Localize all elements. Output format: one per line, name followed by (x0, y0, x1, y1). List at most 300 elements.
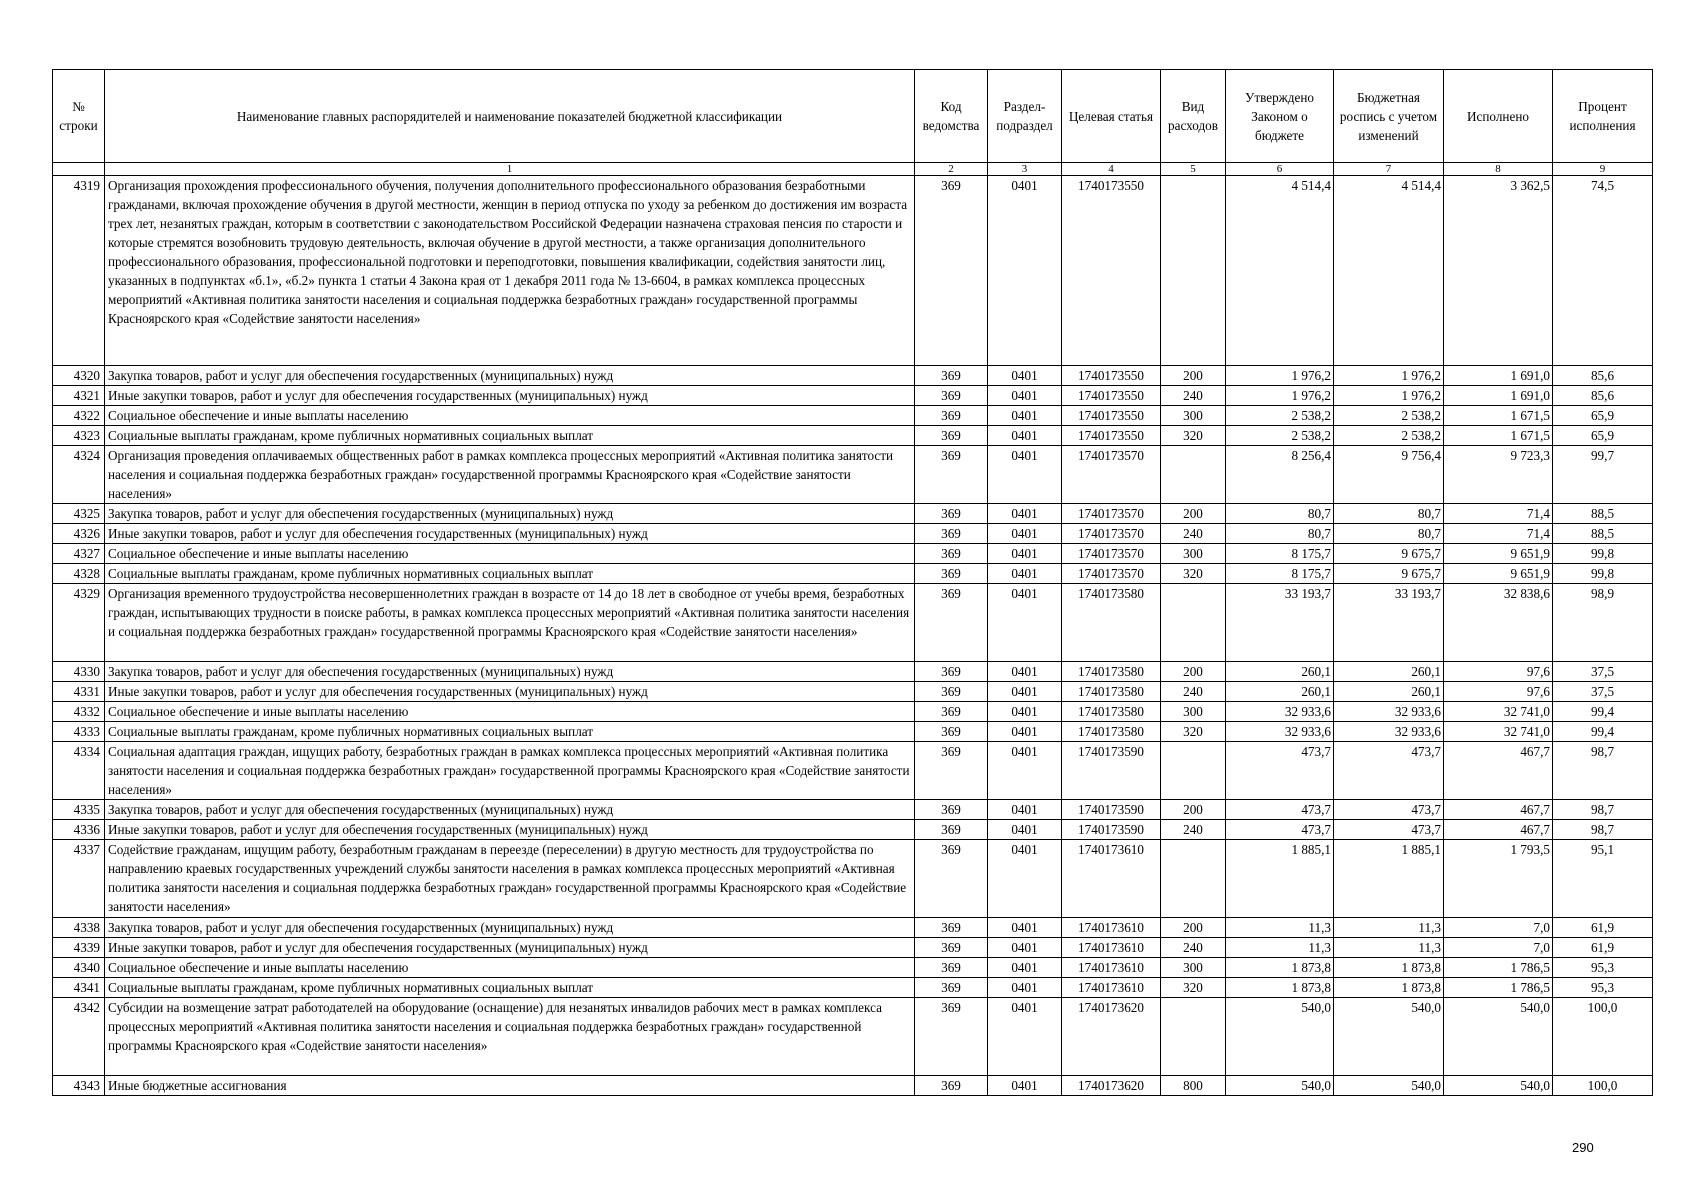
budget-list-value: 1 976,2 (1334, 366, 1444, 386)
header-target: Целевая статья (1062, 70, 1161, 163)
budget-list-value: 260,1 (1334, 682, 1444, 702)
dept-code: 369 (915, 800, 988, 820)
approved-value: 80,7 (1226, 504, 1334, 524)
dept-code: 369 (915, 446, 988, 504)
percent-value: 88,5 (1553, 524, 1653, 544)
budget-list-value: 80,7 (1334, 504, 1444, 524)
dept-code: 369 (915, 820, 988, 840)
section-code: 0401 (988, 998, 1062, 1076)
row-number: 4337 (53, 840, 105, 918)
percent-value: 100,0 (1553, 998, 1653, 1076)
row-name: Иные закупки товаров, работ и услуг для обеспечения государственных (муниципальных) нужд (105, 386, 915, 406)
section-code: 0401 (988, 820, 1062, 840)
target-code: 1740173590 (1062, 800, 1161, 820)
table-row (53, 426, 1653, 446)
row-number: 4335 (53, 800, 105, 820)
executed-value: 467,7 (1444, 820, 1553, 840)
approved-value: 1 976,2 (1226, 386, 1334, 406)
section-code: 0401 (988, 564, 1062, 584)
section-code: 0401 (988, 366, 1062, 386)
approved-value: 1 976,2 (1226, 366, 1334, 386)
section-code: 0401 (988, 544, 1062, 564)
expense-type: 200 (1161, 504, 1226, 524)
budget-list-value: 32 933,6 (1334, 702, 1444, 722)
row-name: Закупка товаров, работ и услуг для обеспечения государственных (муниципальных) нужд (105, 800, 915, 820)
approved-value: 33 193,7 (1226, 584, 1334, 662)
expense-type (1161, 742, 1226, 800)
dept-code: 369 (915, 504, 988, 524)
column-number: 1 (105, 163, 915, 176)
approved-value: 260,1 (1226, 682, 1334, 702)
target-code: 1740173580 (1062, 682, 1161, 702)
executed-value: 540,0 (1444, 998, 1553, 1076)
budget-list-value: 473,7 (1334, 800, 1444, 820)
row-number: 4325 (53, 504, 105, 524)
percent-value: 61,9 (1553, 918, 1653, 938)
percent-value: 99,8 (1553, 544, 1653, 564)
approved-value: 11,3 (1226, 938, 1334, 958)
header-dept-code: Код ведомства (915, 70, 988, 163)
budget-list-value: 4 514,4 (1334, 176, 1444, 366)
budget-list-value: 260,1 (1334, 662, 1444, 682)
row-name: Иные закупки товаров, работ и услуг для обеспечения государственных (муниципальных) нужд (105, 938, 915, 958)
budget-list-value: 80,7 (1334, 524, 1444, 544)
target-code: 1740173570 (1062, 564, 1161, 584)
budget-list-value: 1 976,2 (1334, 386, 1444, 406)
row-name: Содействие гражданам, ищущим работу, безработным гражданам в переезде (переселении) в другую местность для трудоустройства по направлению краевых государственных учреждений службы занятости населения в рамках комплекса процессных мероприятий «Активная политика занятости населения и социальная поддержка безработных граждан» государственной программы Красноярского края «Содействие занятости населения» (105, 840, 915, 918)
expense-type: 200 (1161, 918, 1226, 938)
row-name: Социальная адаптация граждан, ищущих работу, безработных граждан в рамках комплекса процессных мероприятий «Активная политика занятости населения и социальная поддержка безработных граждан» государственной программы Красноярского края «Содействие занятости населения» (105, 742, 915, 800)
approved-value: 1 885,1 (1226, 840, 1334, 918)
executed-value: 9 651,9 (1444, 564, 1553, 584)
target-code: 1740173580 (1062, 722, 1161, 742)
percent-value: 37,5 (1553, 682, 1653, 702)
table-row (53, 998, 1653, 1076)
executed-value: 1 786,5 (1444, 958, 1553, 978)
table-row (53, 504, 1653, 524)
table-row (53, 366, 1653, 386)
table-row (53, 544, 1653, 564)
expense-type: 240 (1161, 386, 1226, 406)
column-number: 8 (1444, 163, 1553, 176)
table-row (53, 1076, 1653, 1096)
percent-value: 99,4 (1553, 722, 1653, 742)
target-code: 1740173570 (1062, 504, 1161, 524)
expense-type: 240 (1161, 820, 1226, 840)
expense-type: 240 (1161, 938, 1226, 958)
expense-type (1161, 176, 1226, 366)
expense-type: 320 (1161, 564, 1226, 584)
section-code: 0401 (988, 742, 1062, 800)
approved-value: 8 175,7 (1226, 544, 1334, 564)
table-row (53, 800, 1653, 820)
expense-type: 300 (1161, 958, 1226, 978)
row-name: Иные закупки товаров, работ и услуг для обеспечения государственных (муниципальных) нужд (105, 524, 915, 544)
budget-list-value: 473,7 (1334, 820, 1444, 840)
header-percent: Процент исполнения (1553, 70, 1653, 163)
table-row (53, 446, 1653, 504)
dept-code: 369 (915, 426, 988, 446)
budget-list-value: 540,0 (1334, 1076, 1444, 1096)
approved-value: 260,1 (1226, 662, 1334, 682)
row-name: Закупка товаров, работ и услуг для обеспечения государственных (муниципальных) нужд (105, 366, 915, 386)
row-number: 4334 (53, 742, 105, 800)
dept-code: 369 (915, 524, 988, 544)
executed-value: 97,6 (1444, 662, 1553, 682)
dept-code: 369 (915, 742, 988, 800)
percent-value: 95,3 (1553, 978, 1653, 998)
budget-list-value: 9 756,4 (1334, 446, 1444, 504)
dept-code: 369 (915, 702, 988, 722)
target-code: 1740173550 (1062, 176, 1161, 366)
table-row (53, 938, 1653, 958)
section-code: 0401 (988, 386, 1062, 406)
expense-type: 300 (1161, 544, 1226, 564)
table-row (53, 978, 1653, 998)
target-code: 1740173570 (1062, 446, 1161, 504)
row-name: Социальное обеспечение и иные выплаты населению (105, 406, 915, 426)
row-name: Социальное обеспечение и иные выплаты населению (105, 544, 915, 564)
section-code: 0401 (988, 840, 1062, 918)
row-name: Социальные выплаты гражданам, кроме публичных нормативных социальных выплат (105, 978, 915, 998)
table-row (53, 564, 1653, 584)
budget-list-value: 1 873,8 (1334, 958, 1444, 978)
dept-code: 369 (915, 564, 988, 584)
dept-code: 369 (915, 722, 988, 742)
header-section: Раздел-подраздел (988, 70, 1062, 163)
table-row (53, 702, 1653, 722)
expense-type (1161, 998, 1226, 1076)
target-code: 1740173610 (1062, 840, 1161, 918)
percent-value: 99,7 (1553, 446, 1653, 504)
header-row-no: № строки (53, 70, 105, 163)
dept-code: 369 (915, 958, 988, 978)
column-number: 5 (1161, 163, 1226, 176)
table-body (53, 176, 1653, 1096)
executed-value: 97,6 (1444, 682, 1553, 702)
row-number: 4320 (53, 366, 105, 386)
dept-code: 369 (915, 662, 988, 682)
budget-list-value: 2 538,2 (1334, 406, 1444, 426)
dept-code: 369 (915, 386, 988, 406)
section-code: 0401 (988, 918, 1062, 938)
row-name: Закупка товаров, работ и услуг для обеспечения государственных (муниципальных) нужд (105, 662, 915, 682)
header-budget-list: Бюджетная роспись с учетом изменений (1334, 70, 1444, 163)
row-number: 4341 (53, 978, 105, 998)
section-code: 0401 (988, 702, 1062, 722)
budget-list-value: 33 193,7 (1334, 584, 1444, 662)
row-name: Социальные выплаты гражданам, кроме публичных нормативных социальных выплат (105, 426, 915, 446)
table-row (53, 918, 1653, 938)
row-number: 4343 (53, 1076, 105, 1096)
executed-value: 1 793,5 (1444, 840, 1553, 918)
executed-value: 32 741,0 (1444, 722, 1553, 742)
row-name: Иные закупки товаров, работ и услуг для обеспечения государственных (муниципальных) нужд (105, 682, 915, 702)
header-approved: Утверждено Законом о бюджете (1226, 70, 1334, 163)
target-code: 1740173580 (1062, 584, 1161, 662)
section-code: 0401 (988, 978, 1062, 998)
budget-list-value: 540,0 (1334, 998, 1444, 1076)
table-row (53, 524, 1653, 544)
row-name: Субсидии на возмещение затрат работодателей на оборудование (оснащение) для незанятых инвалидов рабочих мест в рамках комплекса процессных мероприятий «Активная политика занятости населения и социальная поддержка безработных граждан» государственной программы Красноярского края «Содействие занятости населения» (105, 998, 915, 1076)
target-code: 1740173580 (1062, 662, 1161, 682)
expense-type: 320 (1161, 722, 1226, 742)
executed-value: 1 786,5 (1444, 978, 1553, 998)
section-code: 0401 (988, 406, 1062, 426)
column-number (53, 163, 105, 176)
target-code: 1740173590 (1062, 742, 1161, 800)
expense-type (1161, 840, 1226, 918)
section-code: 0401 (988, 426, 1062, 446)
executed-value: 32 838,6 (1444, 584, 1553, 662)
row-name: Социальные выплаты гражданам, кроме публичных нормативных социальных выплат (105, 564, 915, 584)
table-row (53, 840, 1653, 918)
expense-type: 320 (1161, 978, 1226, 998)
executed-value: 1 691,0 (1444, 366, 1553, 386)
row-name: Социальное обеспечение и иные выплаты населению (105, 958, 915, 978)
approved-value: 473,7 (1226, 800, 1334, 820)
expense-type: 300 (1161, 406, 1226, 426)
row-number: 4321 (53, 386, 105, 406)
approved-value: 2 538,2 (1226, 426, 1334, 446)
approved-value: 32 933,6 (1226, 722, 1334, 742)
budget-list-value: 2 538,2 (1334, 426, 1444, 446)
dept-code: 369 (915, 176, 988, 366)
executed-value: 7,0 (1444, 918, 1553, 938)
executed-value: 9 723,3 (1444, 446, 1553, 504)
section-code: 0401 (988, 504, 1062, 524)
approved-value: 8 256,4 (1226, 446, 1334, 504)
row-number: 4338 (53, 918, 105, 938)
header-exp-type: Вид расходов (1161, 70, 1226, 163)
expense-type (1161, 584, 1226, 662)
executed-value: 1 691,0 (1444, 386, 1553, 406)
percent-value: 100,0 (1553, 1076, 1653, 1096)
row-number: 4331 (53, 682, 105, 702)
budget-table (52, 69, 1653, 1096)
page-number: 290 (1572, 1140, 1594, 1155)
column-number: 7 (1334, 163, 1444, 176)
section-code: 0401 (988, 722, 1062, 742)
section-code: 0401 (988, 958, 1062, 978)
column-number: 2 (915, 163, 988, 176)
row-number: 4322 (53, 406, 105, 426)
header-name: Наименование главных распорядителей и наименование показателей бюджетной классификации (105, 70, 915, 163)
section-code: 0401 (988, 682, 1062, 702)
target-code: 1740173590 (1062, 820, 1161, 840)
dept-code: 369 (915, 978, 988, 998)
table-row (53, 176, 1653, 366)
percent-value: 95,3 (1553, 958, 1653, 978)
target-code: 1740173610 (1062, 978, 1161, 998)
column-number: 4 (1062, 163, 1161, 176)
executed-value: 3 362,5 (1444, 176, 1553, 366)
expense-type: 200 (1161, 800, 1226, 820)
table-row (53, 742, 1653, 800)
table-row (53, 662, 1653, 682)
target-code: 1740173550 (1062, 366, 1161, 386)
budget-list-value: 9 675,7 (1334, 544, 1444, 564)
percent-value: 37,5 (1553, 662, 1653, 682)
approved-value: 8 175,7 (1226, 564, 1334, 584)
expense-type: 240 (1161, 682, 1226, 702)
section-code: 0401 (988, 938, 1062, 958)
row-name: Организация проведения оплачиваемых общественных работ в рамках комплекса процессных мероприятий «Активная политика занятости населения и социальная поддержка безработных граждан» государственной программы Красноярского края «Содействие занятости населения» (105, 446, 915, 504)
table-header (53, 70, 1653, 163)
expense-type: 800 (1161, 1076, 1226, 1096)
percent-value: 98,7 (1553, 742, 1653, 800)
row-name: Социальные выплаты гражданам, кроме публичных нормативных социальных выплат (105, 722, 915, 742)
column-number: 3 (988, 163, 1062, 176)
row-number: 4342 (53, 998, 105, 1076)
row-number: 4340 (53, 958, 105, 978)
row-name: Иные закупки товаров, работ и услуг для обеспечения государственных (муниципальных) нужд (105, 820, 915, 840)
dept-code: 369 (915, 406, 988, 426)
percent-value: 98,9 (1553, 584, 1653, 662)
section-code: 0401 (988, 524, 1062, 544)
header-executed: Исполнено (1444, 70, 1553, 163)
table-row (53, 584, 1653, 662)
row-number: 4327 (53, 544, 105, 564)
approved-value: 11,3 (1226, 918, 1334, 938)
target-code: 1740173550 (1062, 426, 1161, 446)
table-row (53, 386, 1653, 406)
column-numbers-row (53, 163, 1653, 176)
row-name: Социальное обеспечение и иные выплаты населению (105, 702, 915, 722)
executed-value: 9 651,9 (1444, 544, 1553, 564)
dept-code: 369 (915, 584, 988, 662)
dept-code: 369 (915, 998, 988, 1076)
row-name: Организация временного трудоустройства несовершеннолетних граждан в возрасте от 14 до 18 лет в свободное от учебы время, безработных граждан, испытывающих трудности в поиске работы, в рамках комплекса процессных мероприятий «Активная политика занятости населения и социальная поддержка безработных граждан» государственной программы Красноярского края «Содействие занятости населения» (105, 584, 915, 662)
budget-list-value: 32 933,6 (1334, 722, 1444, 742)
percent-value: 74,5 (1553, 176, 1653, 366)
executed-value: 467,7 (1444, 742, 1553, 800)
dept-code: 369 (915, 1076, 988, 1096)
column-number: 9 (1553, 163, 1653, 176)
section-code: 0401 (988, 1076, 1062, 1096)
table-row (53, 722, 1653, 742)
row-name: Закупка товаров, работ и услуг для обеспечения государственных (муниципальных) нужд (105, 504, 915, 524)
row-number: 4329 (53, 584, 105, 662)
table-row (53, 958, 1653, 978)
executed-value: 540,0 (1444, 1076, 1553, 1096)
row-number: 4339 (53, 938, 105, 958)
dept-code: 369 (915, 682, 988, 702)
approved-value: 80,7 (1226, 524, 1334, 544)
target-code: 1740173580 (1062, 702, 1161, 722)
target-code: 1740173620 (1062, 1076, 1161, 1096)
row-number: 4336 (53, 820, 105, 840)
dept-code: 369 (915, 544, 988, 564)
approved-value: 540,0 (1226, 998, 1334, 1076)
executed-value: 1 671,5 (1444, 426, 1553, 446)
percent-value: 85,6 (1553, 386, 1653, 406)
row-number: 4330 (53, 662, 105, 682)
section-code: 0401 (988, 800, 1062, 820)
approved-value: 4 514,4 (1226, 176, 1334, 366)
expense-type: 240 (1161, 524, 1226, 544)
section-code: 0401 (988, 584, 1062, 662)
percent-value: 95,1 (1553, 840, 1653, 918)
executed-value: 7,0 (1444, 938, 1553, 958)
row-number: 4323 (53, 426, 105, 446)
table-row (53, 406, 1653, 426)
approved-value: 473,7 (1226, 820, 1334, 840)
table-row (53, 682, 1653, 702)
budget-list-value: 9 675,7 (1334, 564, 1444, 584)
section-code: 0401 (988, 446, 1062, 504)
percent-value: 98,7 (1553, 800, 1653, 820)
percent-value: 88,5 (1553, 504, 1653, 524)
executed-value: 1 671,5 (1444, 406, 1553, 426)
target-code: 1740173570 (1062, 524, 1161, 544)
budget-list-value: 1 885,1 (1334, 840, 1444, 918)
approved-value: 2 538,2 (1226, 406, 1334, 426)
budget-list-value: 473,7 (1334, 742, 1444, 800)
expense-type: 200 (1161, 366, 1226, 386)
approved-value: 32 933,6 (1226, 702, 1334, 722)
row-name: Организация прохождения профессионального обучения, получения дополнительного профессионального образования безработными гражданами, включая прохождение обучения в другой местности, женщин в период отпуска по уходу за ребенком до достижения им возраста трех лет, незанятых граждан, которым в соответствии с законодательством Российской Федерации назначена страховая пенсия по старости и которые стремятся возобновить трудовую деятельность, включая обучение в другой местности, а также организация дополнительного профессионального образования, профессиональной подготовки и переподготовки, повышения квалификации, содействия занятости лиц, указанных в подпунктах «б.1», «б.2» пункта 1 статьи 4 Закона края от 1 декабря 2011 года № 13-6604, в рамках комплекса процессных мероприятий «Активная политика занятости населения и социальная поддержка безработных граждан» государственной программы Красноярского края «Содействие занятости населения» (105, 176, 915, 366)
target-code: 1740173610 (1062, 918, 1161, 938)
expense-type (1161, 446, 1226, 504)
row-number: 4326 (53, 524, 105, 544)
percent-value: 99,8 (1553, 564, 1653, 584)
row-number: 4328 (53, 564, 105, 584)
approved-value: 540,0 (1226, 1076, 1334, 1096)
expense-type: 320 (1161, 426, 1226, 446)
column-number: 6 (1226, 163, 1334, 176)
dept-code: 369 (915, 840, 988, 918)
row-number: 4324 (53, 446, 105, 504)
dept-code: 369 (915, 938, 988, 958)
executed-value: 71,4 (1444, 504, 1553, 524)
target-code: 1740173610 (1062, 938, 1161, 958)
target-code: 1740173550 (1062, 386, 1161, 406)
percent-value: 65,9 (1553, 406, 1653, 426)
percent-value: 61,9 (1553, 938, 1653, 958)
approved-value: 1 873,8 (1226, 978, 1334, 998)
section-code: 0401 (988, 176, 1062, 366)
percent-value: 65,9 (1553, 426, 1653, 446)
section-code: 0401 (988, 662, 1062, 682)
dept-code: 369 (915, 366, 988, 386)
percent-value: 85,6 (1553, 366, 1653, 386)
expense-type: 200 (1161, 662, 1226, 682)
row-name: Закупка товаров, работ и услуг для обеспечения государственных (муниципальных) нужд (105, 918, 915, 938)
executed-value: 467,7 (1444, 800, 1553, 820)
approved-value: 1 873,8 (1226, 958, 1334, 978)
executed-value: 71,4 (1444, 524, 1553, 544)
budget-list-value: 1 873,8 (1334, 978, 1444, 998)
table-row (53, 820, 1653, 840)
row-number: 4319 (53, 176, 105, 366)
target-code: 1740173570 (1062, 544, 1161, 564)
budget-list-value: 11,3 (1334, 918, 1444, 938)
row-number: 4332 (53, 702, 105, 722)
target-code: 1740173610 (1062, 958, 1161, 978)
percent-value: 98,7 (1553, 820, 1653, 840)
executed-value: 32 741,0 (1444, 702, 1553, 722)
target-code: 1740173620 (1062, 998, 1161, 1076)
row-name: Иные бюджетные ассигнования (105, 1076, 915, 1096)
percent-value: 99,4 (1553, 702, 1653, 722)
approved-value: 473,7 (1226, 742, 1334, 800)
row-number: 4333 (53, 722, 105, 742)
expense-type: 300 (1161, 702, 1226, 722)
target-code: 1740173550 (1062, 406, 1161, 426)
budget-list-value: 11,3 (1334, 938, 1444, 958)
dept-code: 369 (915, 918, 988, 938)
